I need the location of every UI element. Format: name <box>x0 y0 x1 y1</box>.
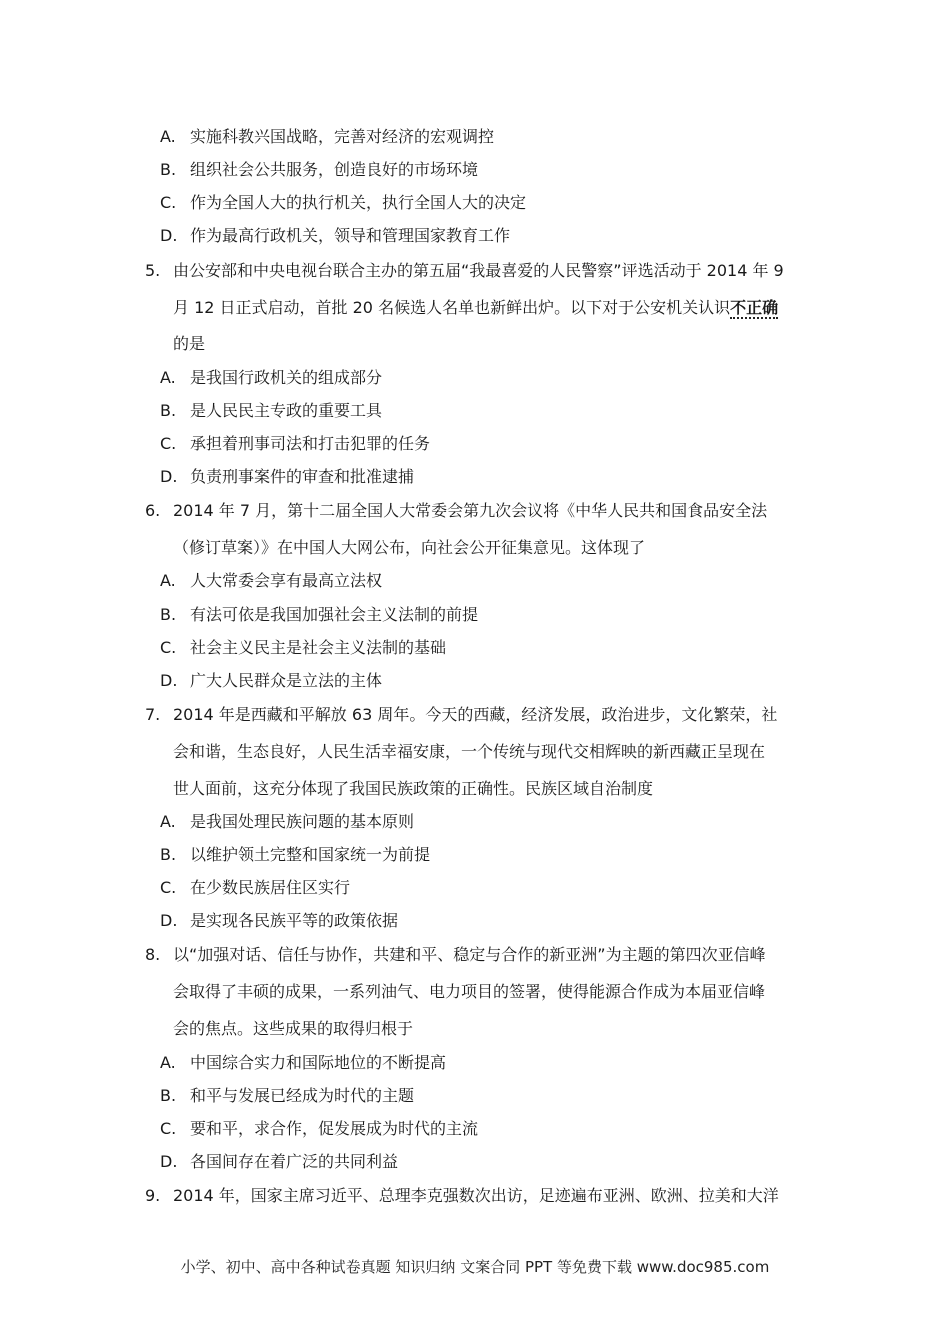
q6-option-d <box>160 670 382 692</box>
q7-option-c <box>160 877 350 899</box>
question-text: 世人面前，这充分体现了我国民族政策的正确性。民族区域自治制度 <box>173 779 654 798</box>
q8-stem-line-3 <box>173 1018 413 1040</box>
q8-option-a <box>160 1052 446 1074</box>
option-label: A. <box>160 1053 176 1072</box>
question-text: 以“加强对话、信任与协作，共建和平、稳定与合作的新亚洲”为主题的第四次亚信峰 <box>173 945 766 964</box>
q8-stem-line-1 <box>145 944 766 966</box>
option-label: B. <box>160 845 177 864</box>
q7-option-a <box>160 811 414 833</box>
option-label: D. <box>160 467 178 486</box>
option-label: B. <box>160 605 177 624</box>
option-label: C. <box>160 638 177 657</box>
option-text: 是人民民主专政的重要工具 <box>190 401 383 420</box>
option-label: C. <box>160 878 177 897</box>
question-number: 9. <box>145 1186 161 1205</box>
question-text: 会的焦点。这些成果的取得归根于 <box>173 1019 414 1038</box>
q8-stem-line-2 <box>173 981 765 1003</box>
question-text: 会取得了丰硕的成果，一系列油气、电力项目的签署，使得能源合作成为本届亚信峰 <box>173 982 766 1001</box>
option-text: 是我国行政机关的组成部分 <box>190 368 383 387</box>
q7-stem-line-3 <box>173 778 653 800</box>
q8-option-d <box>160 1151 398 1173</box>
q5-stem-line-2 <box>173 297 778 319</box>
option-text: 作为全国人大的执行机关，执行全国人大的决定 <box>190 193 527 212</box>
q6-option-c <box>160 637 446 659</box>
q5-option-d <box>160 466 414 488</box>
q7-stem-line-1 <box>145 704 777 726</box>
q8-option-b <box>160 1085 414 1107</box>
option-text: 以维护领土完整和国家统一为前提 <box>190 845 431 864</box>
option-text: 承担着刑事司法和打击犯罪的任务 <box>190 434 431 453</box>
option-text: 组织社会公共服务，创造良好的市场环境 <box>190 160 479 179</box>
q5-option-b <box>160 400 382 422</box>
q7-option-d <box>160 910 398 932</box>
option-text: 广大人民群众是立法的主体 <box>190 671 383 690</box>
q8-option-c <box>160 1118 478 1140</box>
option-text: 社会主义民主是社会主义法制的基础 <box>190 638 447 657</box>
option-text: 各国间存在着广泛的共同利益 <box>190 1152 399 1171</box>
page-footer: 小学、初中、高中各种试卷真题 知识归纳 文案合同 PPT 等免费下载 www.doc985.com <box>180 1258 770 1276</box>
q4-option-d <box>160 225 510 247</box>
question-text: 2014 年 7 月，第十二届全国人大常委会第九次会议将《中华人民共和国食品安全法 <box>173 501 768 520</box>
option-label: C. <box>160 434 177 453</box>
q6-option-a <box>160 570 382 592</box>
q9-stem-line-1 <box>145 1185 779 1207</box>
option-text: 作为最高行政机关，领导和管理国家教育工作 <box>190 226 511 245</box>
option-label: D. <box>160 911 178 930</box>
question-text: 月 12 日正式启动，首批 20 名候选人名单也新鲜出炉。以下对于公安机关认识 <box>173 298 731 317</box>
option-text: 中国综合实力和国际地位的不断提高 <box>190 1053 447 1072</box>
option-text: 负责刑事案件的审查和批准逮捕 <box>190 467 415 486</box>
q7-stem-line-2 <box>173 741 765 763</box>
option-text: 要和平，求合作，促发展成为时代的主流 <box>190 1119 479 1138</box>
option-text: 是实现各民族平等的政策依据 <box>190 911 399 930</box>
option-label: A. <box>160 368 176 387</box>
question-text: 会和谐，生态良好，人民生活幸福安康，一个传统与现代交相辉映的新西藏正呈现在 <box>173 742 766 761</box>
q5-option-c <box>160 433 430 455</box>
question-text: 的是 <box>173 334 206 353</box>
option-text: 和平与发展已经成为时代的主题 <box>190 1086 415 1105</box>
question-number: 6. <box>145 501 161 520</box>
option-text: 有法可依是我国加强社会主义法制的前提 <box>190 605 479 624</box>
option-text: 是我国处理民族问题的基本原则 <box>190 812 415 831</box>
question-text: 由公安部和中央电视台联合主办的第五届“我最喜爱的人民警察”评选活动于 2014 年 9 <box>173 261 784 280</box>
option-label: D. <box>160 1152 178 1171</box>
option-label: C. <box>160 193 177 212</box>
option-label: A. <box>160 812 176 831</box>
option-label: B. <box>160 1086 177 1105</box>
emphasis-text: 不正确 <box>730 298 779 317</box>
option-label: C. <box>160 1119 177 1138</box>
q4-option-b <box>160 159 478 181</box>
q6-stem-line-2 <box>173 537 645 559</box>
question-text: （修订草案）》在中国人大网公布，向社会公开征集意见。这体现了 <box>173 538 646 557</box>
q6-stem-line-1 <box>145 500 767 522</box>
option-label: A. <box>160 127 176 146</box>
option-text: 在少数民族居住区实行 <box>190 878 351 897</box>
option-label: A. <box>160 571 176 590</box>
option-label: B. <box>160 160 177 179</box>
question-number: 7. <box>145 705 161 724</box>
option-text: 人大常委会享有最高立法权 <box>190 571 383 590</box>
q7-option-b <box>160 844 430 866</box>
q4-option-c <box>160 192 526 214</box>
question-text: 2014 年是西藏和平解放 63 周年。今天的西藏，经济发展，政治进步，文化繁荣，社 <box>173 705 778 724</box>
option-label: D. <box>160 671 178 690</box>
q6-option-b <box>160 604 478 626</box>
option-label: D. <box>160 226 178 245</box>
question-number: 8. <box>145 945 161 964</box>
q5-stem-line-1 <box>145 260 784 282</box>
question-text: 2014 年，国家主席习近平、总理李克强数次出访，足迹遍布亚洲、欧洲、拉美和大洋 <box>173 1186 779 1205</box>
option-label: B. <box>160 401 177 420</box>
q5-option-a <box>160 367 382 389</box>
q5-stem-line-3 <box>173 333 205 355</box>
q4-option-a <box>160 126 494 148</box>
question-number: 5. <box>145 261 161 280</box>
option-text: 实施科教兴国战略，完善对经济的宏观调控 <box>190 127 495 146</box>
